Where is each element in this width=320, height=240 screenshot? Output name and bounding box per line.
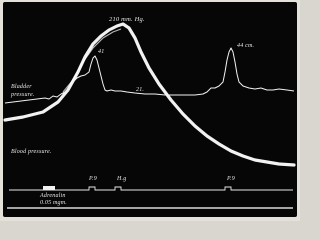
adrenalin-injection-bar — [43, 186, 55, 190]
peak-right-label: 44 cm. — [237, 43, 255, 49]
adrenalin-label-line1: Adrenalin — [40, 193, 66, 199]
marker-p2-label: P.9 — [227, 176, 235, 182]
bladder-label-line1: Bladder — [11, 84, 32, 90]
top-pressure-label: 210 mm. Hg. — [109, 16, 145, 23]
peak-left-label: 41 — [98, 49, 105, 55]
kymograph-plate — [3, 2, 297, 217]
adrenalin-label-line2: 0.05 mgm. — [40, 200, 67, 206]
bladder-label-line2: pressure. — [11, 92, 35, 98]
marker-p1-label: P.9 — [89, 176, 97, 182]
bladder-pressure-trace — [5, 48, 294, 103]
blood-pressure-label: Blood pressure. — [11, 149, 52, 155]
marker-h-label: H.g — [117, 176, 127, 182]
trace-drawing — [3, 2, 297, 217]
baseline-mark-label: 21. — [136, 87, 145, 93]
